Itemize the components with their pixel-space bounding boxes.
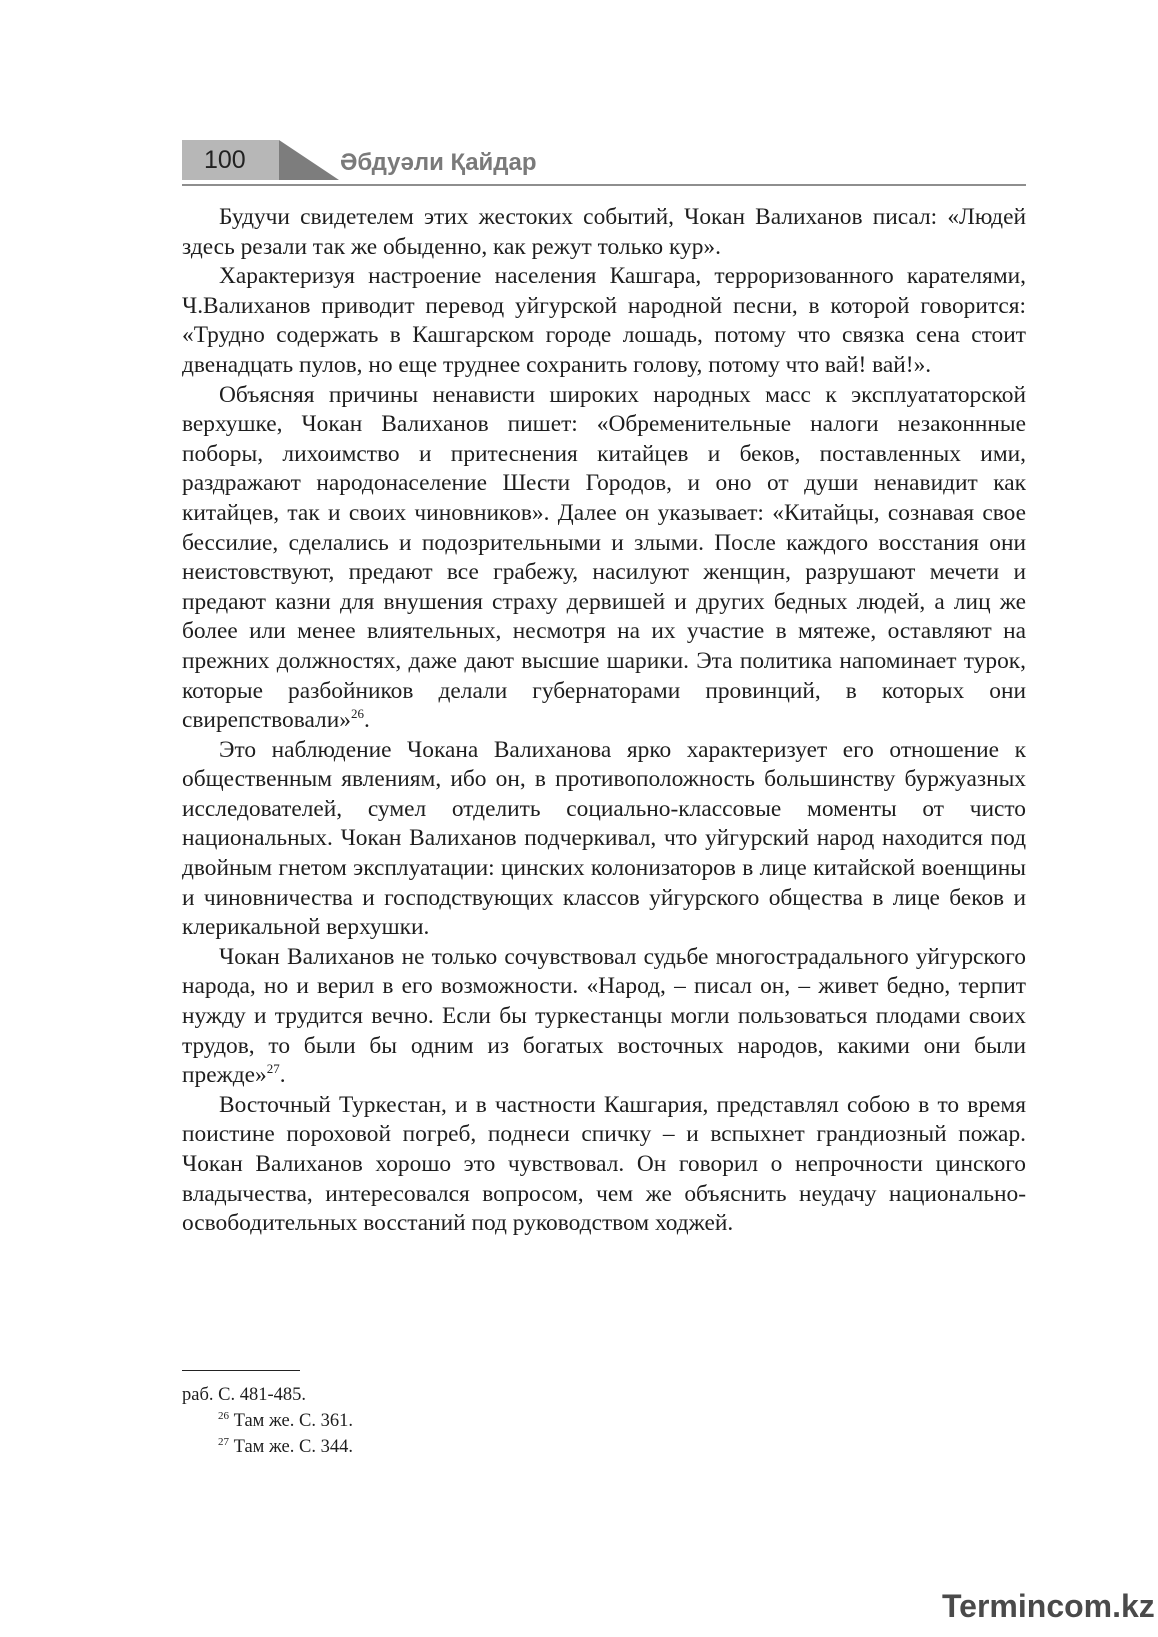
paragraph-3-end: .: [363, 707, 370, 734]
main-text: [182, 203, 1026, 1239]
footnote-ref-26[interactable]: 26: [350, 706, 364, 722]
footnote-27-number: 27: [218, 1435, 229, 1448]
footnote-27: [182, 1434, 1026, 1460]
paragraph-1: Будучи свидетелем этих жестоких событий, Чокан Валиханов писал: «Людей здесь резали так же обыденно, как режут только кур».: [182, 204, 1026, 260]
paragraph-5-end: .: [279, 1062, 286, 1089]
footnote-27-text: Там же. С. 344.: [229, 1437, 353, 1457]
footnote-ref-27[interactable]: 27: [266, 1061, 280, 1077]
paragraph-5: [182, 943, 1026, 1091]
footnote-divider: [182, 1370, 300, 1371]
footnote-continued: раб. С. 481-485.: [182, 1385, 306, 1405]
page-number: 100: [204, 146, 246, 174]
header-divider: [182, 184, 1026, 186]
paragraph-6: Восточный Туркестан, и в частности Кашгария, представлял собою в то время поистине пороховой погреб, поднеси спичку – и вспыхнет грандиозный пожар. Чокан Валиханов хорошо это чувствовал. Он говорил о непрочности цинского владычества, интересовался вопросом, чем же объяснить неудачу национально-освободительных восстаний под руководством ходжей.: [182, 1091, 1026, 1237]
footnote-26-text: Там же. С. 361.: [229, 1411, 353, 1431]
watermark-logo: Termincom.kz: [942, 1588, 1155, 1624]
paragraph-4: Это наблюдение Чокана Валиханова ярко характеризует его отношение к общественным явлениям, ибо он, в противоположность большинству буржуазных исследователей, сумел отделить социально-классовые моменты от чисто национальных. Чокан Валиханов подчеркивал, что уйгурский народ находится под двойным гнетом эксплуатации: цинских колонизаторов в лице китайской военщины и чиновничества и господствующих классов уйгурского общества в лице беков и клерикальной верхушки.: [182, 736, 1026, 941]
footnotes: [182, 1382, 1026, 1460]
paragraph-5-text: Чокан Валиханов не только сочувствовал судьбе многострадального уйгурского народа, но и верил в его возможности. «Народ, – писал он, – живет бедно, терпит нужду и трудится вечно. Если бы туркестанцы могли пользоваться плодами своих трудов, то были бы одним из богатых восточных народов, какими они были прежде»: [182, 943, 1026, 1089]
header-triangle-decoration: [279, 140, 339, 180]
running-header: [182, 140, 1026, 188]
paragraph-2: Характеризуя настроение населения Кашгара, терроризованного карателями, Ч.Валиханов приводит перевод уйгурской народной песни, в которой говорится: «Трудно содержать в Кашгарском городе лошадь, потому что связка сена стоит двенадцать пулов, но еще труднее сохранить голову, потому что вай! вай!».: [182, 263, 1026, 378]
footnote-26-number: 26: [218, 1409, 229, 1422]
page-number-box: [182, 140, 279, 180]
footnote-26: [182, 1408, 1026, 1434]
author-name: Әбдуәли Қайдар: [340, 149, 537, 176]
paragraph-3: [182, 381, 1026, 736]
paragraph-3-text: Объясняя причины ненависти широких народных масс к эксплуататорской верхушке, Чокан Валиханов пишет: «Обременительные налоги незаконнные поборы, лихоимство и притеснения китайцев и беков, поставленных ими, раздражают народонаселение Шести Городов, и оно от души ненавидит как китайцев, так и своих чиновников». Далее он указывает: «Китайцы, сознавая свое бессилие, сделались и подозрительными и злыми. После каждого восстания они неистовствуют, предают все грабежу, насилуют женщин, разрушают мечети и предают казни для внушения страху дервишей и других бедных людей, а лиц же более или менее влиятельных, несмотря на их участие в мятеже, оставляют на прежних должностях, даже дают высшие шарики. Эта политика напоминает турок, которые разбойников делали губернаторами провинций, в которых они свирепствовали»: [182, 381, 1026, 734]
